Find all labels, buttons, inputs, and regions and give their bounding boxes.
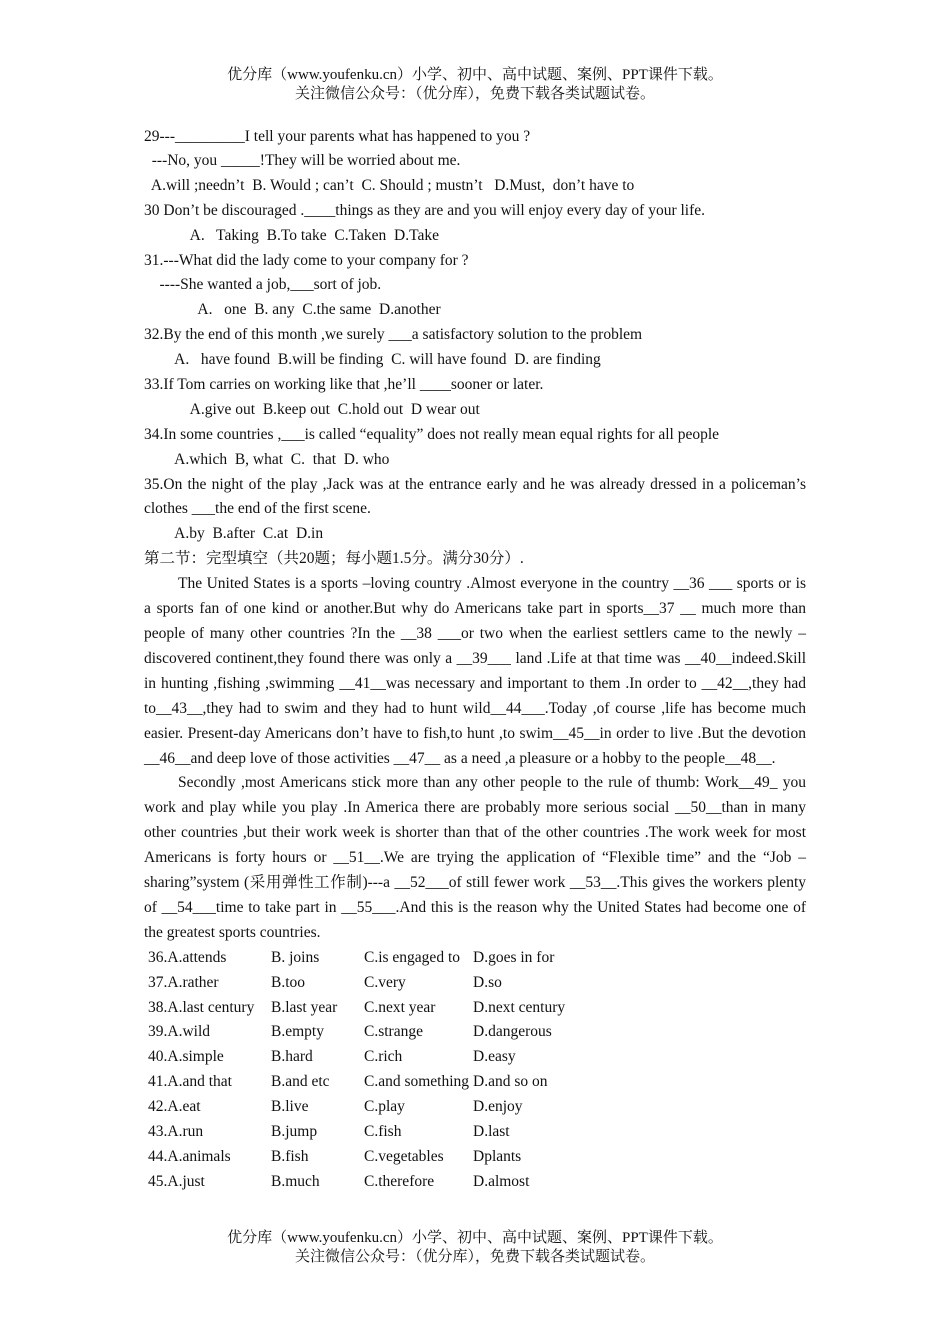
document-body bbox=[144, 124, 806, 1195]
option-row bbox=[144, 1020, 806, 1045]
option-a: 36.A.attends bbox=[148, 948, 227, 966]
option-c: C.very bbox=[364, 973, 406, 991]
option-b: B.hard bbox=[271, 1048, 313, 1066]
option-a: 45.A.just bbox=[148, 1172, 205, 1190]
option-a: 41.A.and that bbox=[148, 1073, 232, 1091]
option-d: D.next century bbox=[473, 998, 566, 1016]
option-d: D.and so on bbox=[473, 1073, 548, 1091]
option-row bbox=[144, 1070, 806, 1095]
option-row bbox=[144, 1170, 806, 1195]
question-options: A. Taking B.To take C.Taken D.Take bbox=[144, 226, 439, 244]
option-a: 43.A.run bbox=[148, 1123, 204, 1140]
option-b: B.empty bbox=[271, 1023, 324, 1041]
option-c: C.and something bbox=[364, 1073, 470, 1091]
option-row bbox=[144, 971, 806, 996]
option-d: D.easy bbox=[473, 1048, 516, 1066]
option-d: D.dangerous bbox=[473, 1023, 552, 1041]
question-options: A. one B. any C.the same D.another bbox=[144, 301, 441, 319]
option-b: B.jump bbox=[271, 1123, 318, 1140]
option-c: C.play bbox=[364, 1098, 405, 1116]
option-a: 44.A.animals bbox=[148, 1147, 231, 1165]
question-options: A.by B.after C.at D.in bbox=[144, 525, 324, 543]
option-b: B. joins bbox=[271, 948, 320, 966]
footer-line-1: 优分库（www.youfenku.cn）小学、初中、高中试题、案例、PPT课件下载。 bbox=[227, 1230, 723, 1246]
section-title: 第二节：完型填空（共20题；每小题1.5分。满分30分）. bbox=[144, 550, 524, 568]
option-a: 39.A.wild bbox=[148, 1023, 210, 1041]
option-d: D.last bbox=[473, 1123, 510, 1140]
option-a: 40.A.simple bbox=[148, 1048, 224, 1066]
option-d: Dplants bbox=[473, 1147, 522, 1165]
option-c: C.fish bbox=[364, 1123, 402, 1140]
option-row bbox=[144, 996, 806, 1021]
option-a: 42.A.eat bbox=[148, 1098, 201, 1116]
option-c: C.therefore bbox=[364, 1172, 435, 1190]
header-line-2: 关注微信公众号：（优分库），免费下载各类试题试卷。 bbox=[294, 86, 655, 102]
option-row bbox=[144, 1120, 806, 1145]
passage-paragraph-1: The United States is a sports –loving country .Almost everyone in the country __36 ___ sports or is a sports fan of one kind or another.But why do Americans take part in sports__37 __ much more than people of many other countries ?In the __38 ___or two when the earliest settlers came to the newly –discovered continent,they found there was only a __39___ land .Life at that time was __40__indeed.Skill in hunting ,fishing ,swimming __41__was necessary and important to them .In order to __42__,they had to__43__,they had to swim and they had to hunt wild__44___.Today ,of course ,life has become much easier. Present-day Americans don’t have to fish,to hunt ,to swim__45__in order to live .But the devotion __46__and deep love of those activities __47__ as a need ,a pleasure or a hobby to the people__48__. bbox=[144, 575, 806, 767]
question-options: A.give out B.keep out C.hold out D wear out bbox=[144, 400, 480, 418]
option-a: 37.A.rather bbox=[148, 973, 219, 991]
option-c: C.rich bbox=[364, 1048, 403, 1066]
passage-paragraph-2: Secondly ,most Americans stick more than any other people to the rule of thumb: Work__49_ you work and play while you play .In America there are probably more serious social __50__than in many other countries ,but their work week is shorter than that of the other countries .The work week for most Americans is forty hours or __51__.We are trying the application of “Flexible time” and the “Job –sharing”system (采用弹性工作制)---a __52___of still fewer work __53__.This gives the workers plenty of __54___time to take part in __55___.And this is the reason why the United States had become one of the greatest sports countries. bbox=[144, 774, 806, 941]
page-footer bbox=[0, 1229, 950, 1267]
option-c: C.next year bbox=[364, 998, 436, 1016]
question-line: 29---_________I tell your parents what has happened to you ? bbox=[144, 128, 531, 145]
option-b: B.last year bbox=[271, 998, 338, 1016]
option-b: B.live bbox=[271, 1098, 309, 1116]
question-line: 30 Don’t be discouraged .____things as they are and you will enjoy every day of your life. bbox=[144, 201, 706, 219]
question-line: 31.---What did the lady come to your company for ? bbox=[144, 251, 469, 269]
option-d: D.almost bbox=[473, 1172, 530, 1190]
page-header bbox=[0, 66, 950, 104]
option-b: B.and etc bbox=[271, 1073, 330, 1091]
option-row bbox=[144, 1145, 806, 1170]
question-options: A.which B, what C. that D. who bbox=[144, 450, 390, 468]
question-line: ---No, you _____!They will be worried about me. bbox=[144, 152, 461, 169]
question-options: A.will ;needn’t B. Would ; can’t C. Should ; mustn’t D.Must, don’t have to bbox=[144, 176, 635, 194]
option-c: C.is engaged to bbox=[364, 948, 460, 966]
question-options: A. have found B.will be finding C. will have found D. are finding bbox=[144, 351, 601, 369]
option-d: D.goes in for bbox=[473, 948, 555, 966]
option-row bbox=[144, 1045, 806, 1070]
option-b: B.much bbox=[271, 1172, 320, 1190]
question-line: ----She wanted a job,___sort of job. bbox=[144, 276, 382, 294]
option-row bbox=[144, 1095, 806, 1120]
option-b: B.too bbox=[271, 973, 306, 991]
option-c: C.strange bbox=[364, 1023, 423, 1041]
option-b: B.fish bbox=[271, 1147, 309, 1165]
question-line: 33.If Tom carries on working like that ,he’ll ____sooner or later. bbox=[144, 376, 544, 394]
header-line-1: 优分库（www.youfenku.cn）小学、初中、高中试题、案例、PPT课件下载。 bbox=[227, 67, 723, 83]
option-c: C.vegetables bbox=[364, 1147, 444, 1165]
option-d: D.enjoy bbox=[473, 1098, 523, 1116]
option-a: 38.A.last century bbox=[148, 998, 255, 1016]
question-line: 32.By the end of this month ,we surely ___a satisfactory solution to the problem bbox=[144, 326, 643, 344]
question-35: 35.On the night of the play ,Jack was at the entrance early and he was already dressed in a policeman’s clothes ___the end of the first scene. bbox=[144, 475, 806, 518]
question-line: 34.In some countries ,___is called “equality” does not really mean equal rights for all people bbox=[144, 425, 720, 443]
option-d: D.so bbox=[473, 973, 502, 991]
option-row bbox=[144, 946, 806, 971]
footer-line-2: 关注微信公众号：（优分库），免费下载各类试题试卷。 bbox=[294, 1249, 655, 1265]
